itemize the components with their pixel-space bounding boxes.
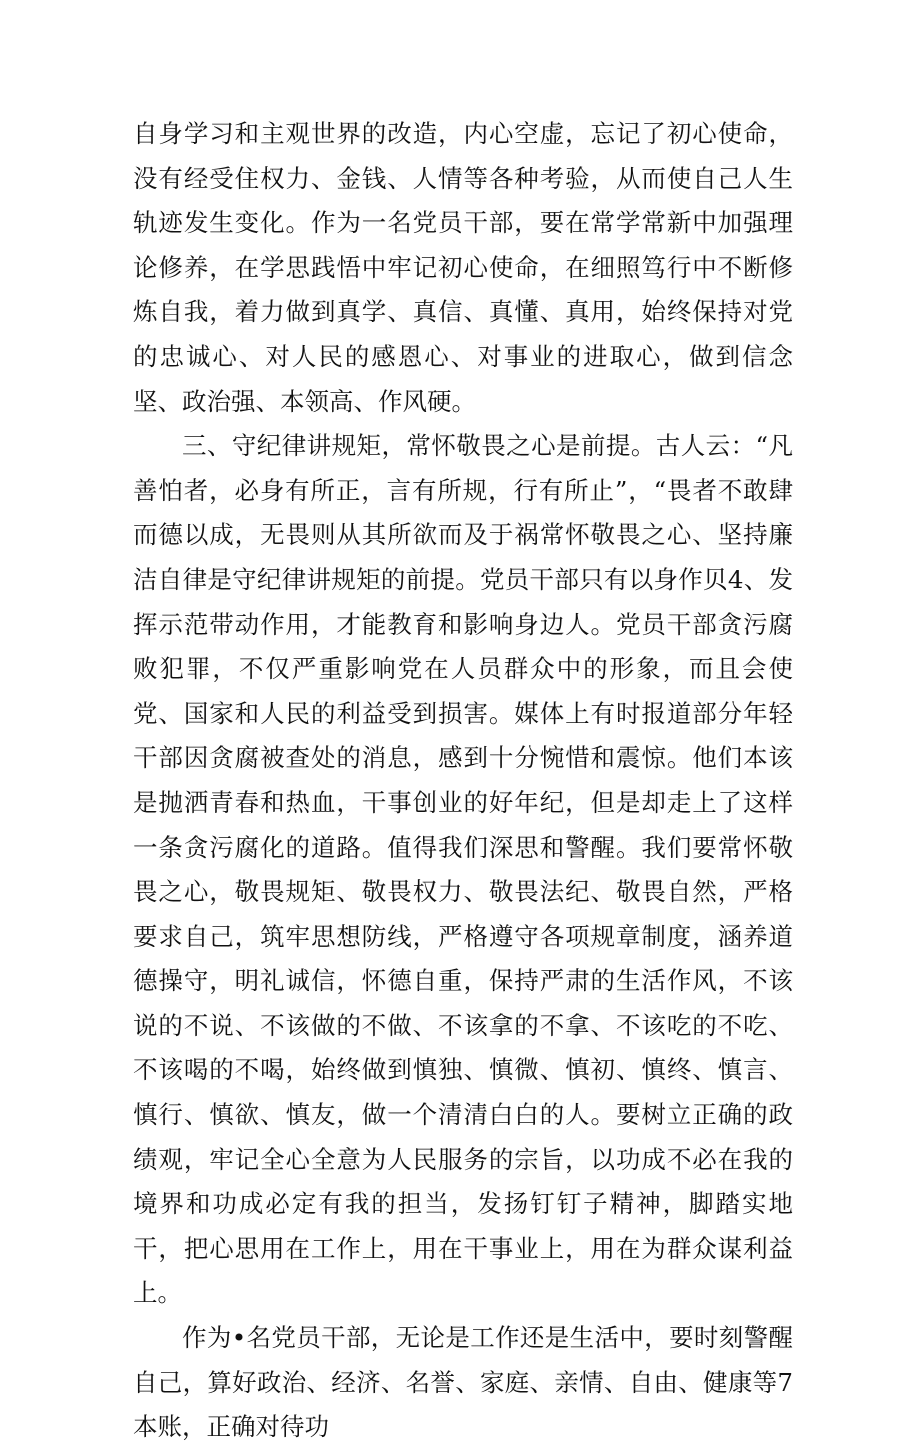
paragraph-party-member-accounts: 作为•名党员干部，无论是工作还是生活中，要时刻警醒自己，算好政治、经济、名誉、家庭、亲情、自由、健康等7本账，正确对待功 — [133, 1323, 793, 1442]
paragraph-continuation: 自身学习和主观世界的改造，内心空虚，忘记了初心使命，没有经受住权力、金钱、人情等各种考验，从而使自己人生轨迹发生变化。作为一名党员干部，要在常学常新中加强理论修养，在学思践悟中牢记初心使命，在细照笃行中不断修炼自我，着力做到真学、真信、真懂、真用，始终保持对党的忠诚心、对人民的感恩心、对事业的进取心，做到信念坚、政治强、本领高、作风硬。 — [133, 119, 793, 416]
paragraph-section-three: 三、守纪律讲规矩，常怀敬畏之心是前提。古人云：“凡善怕者，必身有所正，言有所规，行有所止”，“畏者不敢肆而德以成，无畏则从其所欲而及于祸常怀敬畏之心、坚持廉洁自律是守纪律讲规矩的前提。党员干部只有以身作贝4、发挥示范带动作用，才能教育和影响身边人。党员干部贪污腐败犯罪，不仅严重影响党在人员群众中的形象，而且会使党、国家和人民的利益受到损害。媒体上有时报道部分年轻干部因贪腐被查处的消息，感到十分惋惜和震惊。他们本该是抛洒青春和热血，干事创业的好年纪，但是却走上了这样一条贪污腐化的道路。值得我们深思和警醒。我们要常怀敬畏之心，敬畏规矩、敬畏权力、敬畏法纪、敬畏自然，严格要求自己，筑牢思想防线，严格遵守各项规章制度，涵养道德操守，明礼诚信，怀德自重，保持严肃的生活作风，不该说的不说、不该做的不做、不该拿的不拿、不该吃的不吃、不该喝的不喝，始终做到慎独、慎微、慎初、慎终、慎言、慎行、慎欲、慎友，做一个清清白白的人。要树立正确的政绩观，牢记全心全意为人民服务的宗旨，以功成不必在我的境界和功成必定有我的担当，发扬钉钉子精神，脚踏实地干，把心思用在工作上，用在干事业上，用在为群众谋利益上。 — [133, 431, 793, 1308]
document-body — [133, 112, 793, 1450]
